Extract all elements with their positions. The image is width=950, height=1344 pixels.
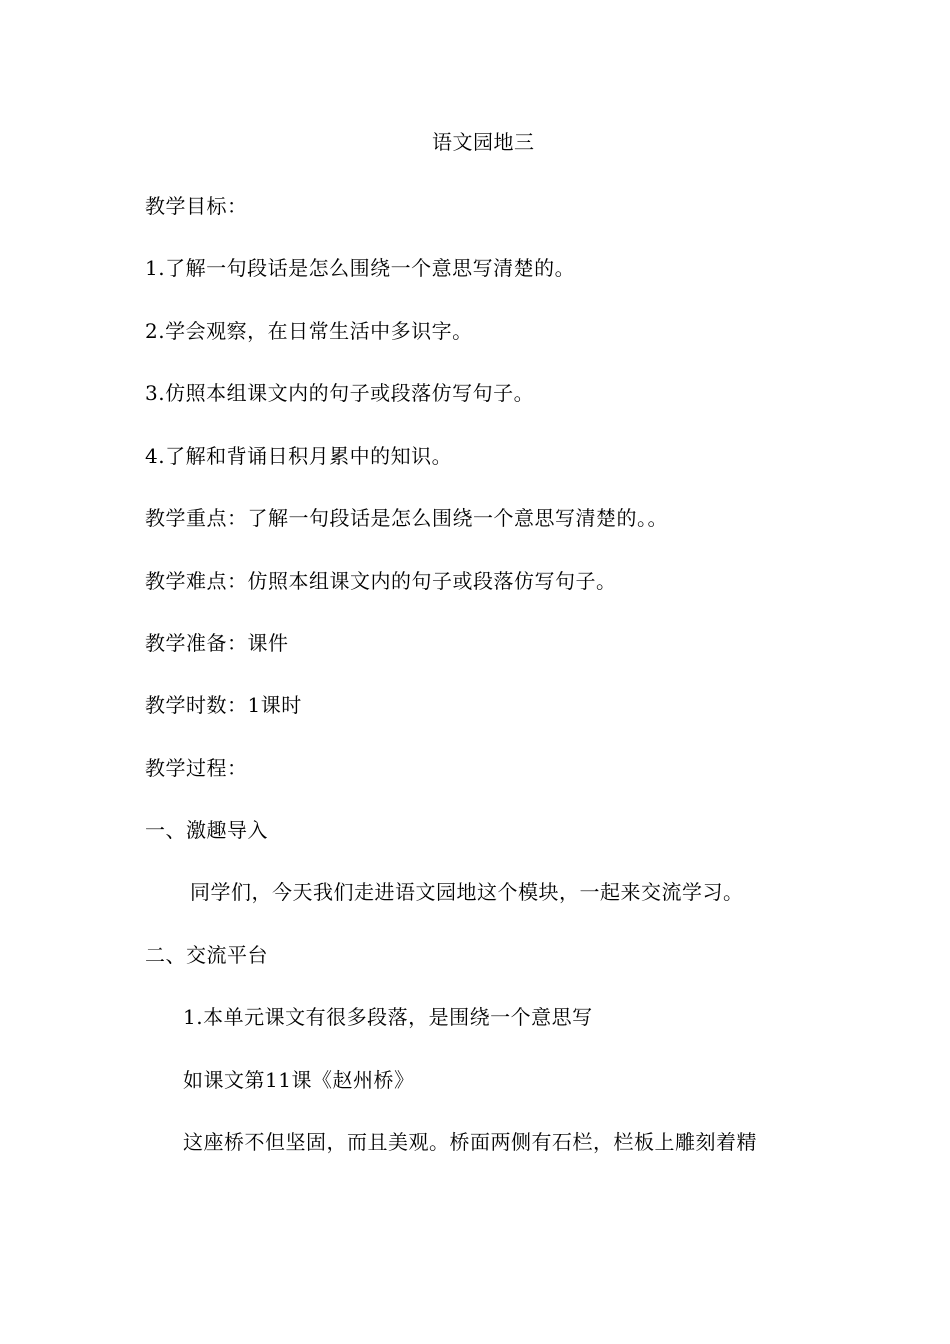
section-2-heading: 二、交流平台 (145, 943, 268, 967)
preparation: 教学准备：课件 (145, 631, 289, 655)
difficult-point: 教学难点：仿照本组课文内的句子或段落仿写句子。 (145, 569, 617, 593)
objective-item-4: 4.了解和背诵日积月累中的知识。 (145, 444, 453, 468)
section-2-item-1: 1.本单元课文有很多段落，是围绕一个意思写 (183, 1005, 593, 1029)
section-1-text: 同学们，今天我们走进语文园地这个模块，一起来交流学习。 (190, 880, 744, 904)
objective-item-3: 3.仿照本组课文内的句子或段落仿写句子。 (145, 381, 535, 405)
objective-item-2: 2.学会观察，在日常生活中多识字。 (145, 319, 473, 343)
objectives-heading: 教学目标： (145, 194, 248, 218)
section-1-heading: 一、激趣导入 (145, 818, 268, 842)
example-text: 这座桥不但坚固，而且美观。桥面两侧有石栏，栏板上雕刻着精 (183, 1130, 757, 1154)
duration: 教学时数：1课时 (145, 693, 302, 717)
objective-item-1: 1.了解一句段话是怎么围绕一个意思写清楚的。 (145, 256, 576, 280)
document-title: 语文园地三 (432, 130, 535, 154)
example-reference: 如课文第11课《赵州桥》 (183, 1068, 415, 1092)
key-point: 教学重点：了解一句段话是怎么围绕一个意思写清楚的。。 (145, 506, 668, 530)
process-heading: 教学过程： (145, 756, 248, 780)
